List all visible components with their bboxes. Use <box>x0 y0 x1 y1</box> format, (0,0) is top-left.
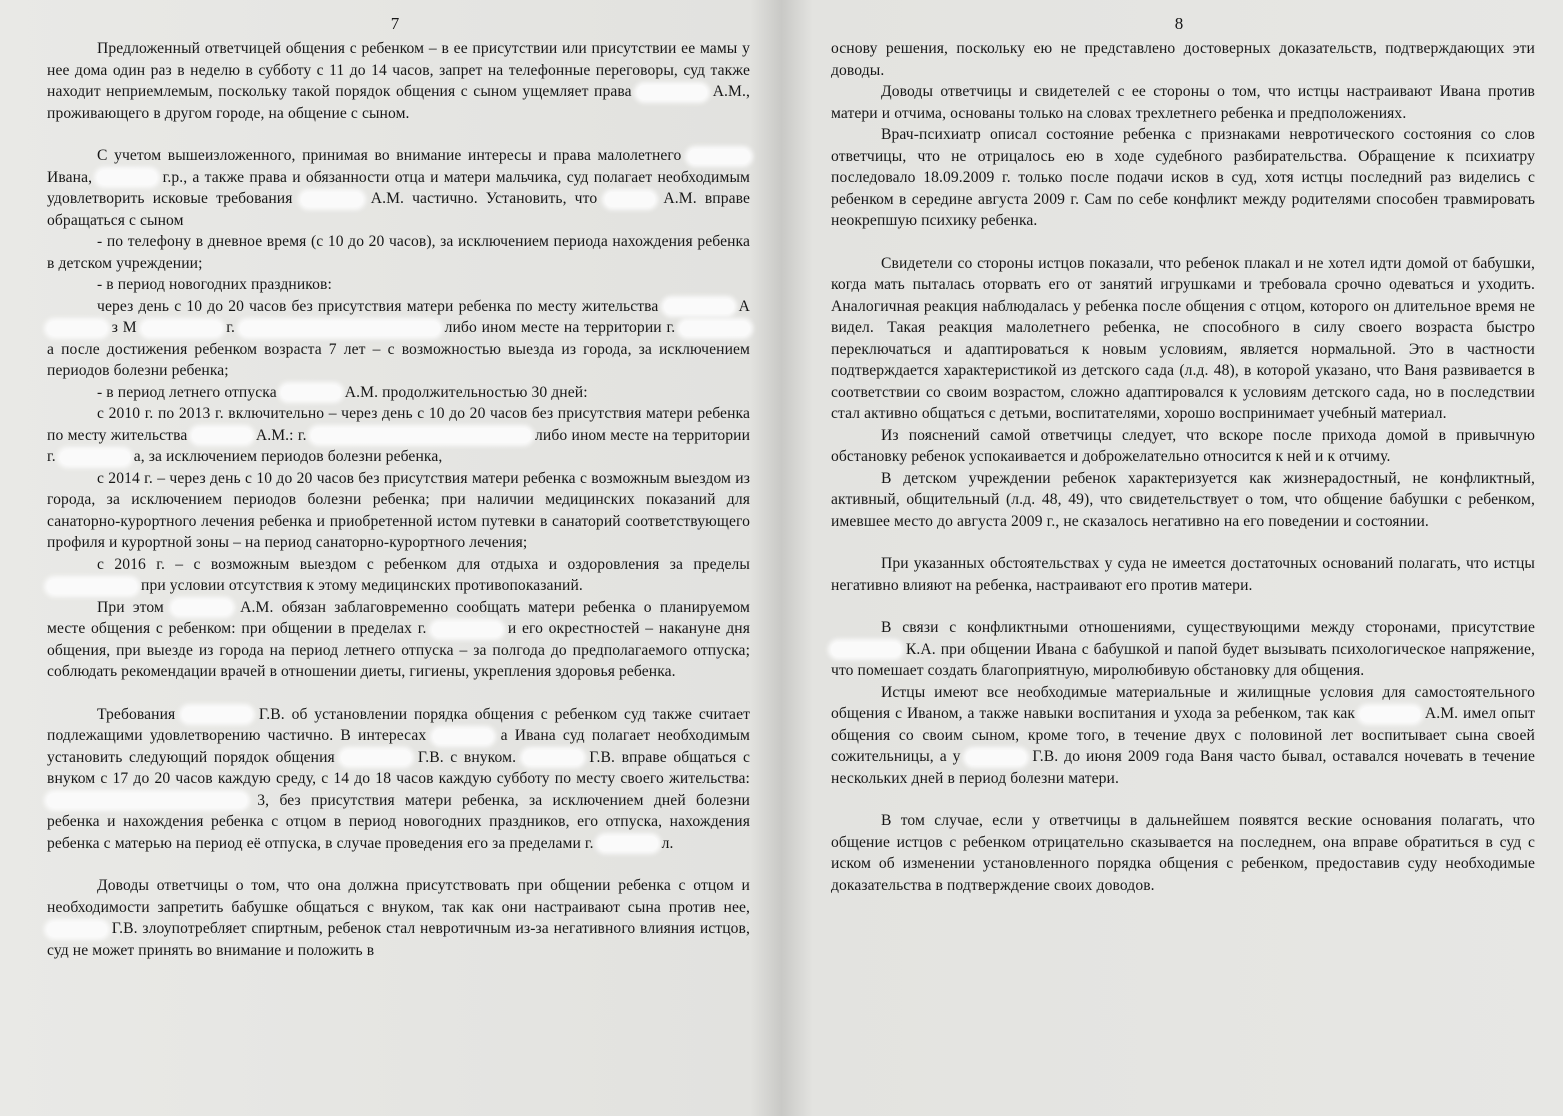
paragraph: Доводы ответчицы и свидетелей с ее стороны о том, что истцы настраивают Ивана против матери и отчима, основаны только на словах трехлетнего ребенка и предположениях. <box>831 83 1535 122</box>
paragraph: - по телефону в дневное время (с 10 до 20 часов), за исключением периода нахождения ребенка в детском учреждении; <box>47 233 750 272</box>
redaction <box>523 750 583 765</box>
page-7 <box>0 0 780 1116</box>
paragraph: через день с 10 до 20 часов без присутствия матери ребенка по месту жительства А з М г. либо ином месте на территории г. а после достижения ребенком возраста 7 лет – с возможностью выезда из города, за исключением периодов болезни ребенка; <box>47 297 750 379</box>
paragraph: В том случае, если у ответчицы в дальнейшем появятся веские основания полагать, что общение истцов с ребенком отрицательно сказывается на последнем, она вправе обратиться в суд с иском об изменении установленного порядка общения с ребенком, предоставив суду необходимые доказательства в подтверждение своих доводов. <box>831 812 1535 894</box>
page-number: 8 <box>1174 14 1184 33</box>
paragraph: Предложенный ответчицей общения с ребенком – в ее присутствии или присутствии ее мамы у нее дома один раз в неделю в субботу с 11 до 14 часов, запрет на телефонные переговоры, суд также находит неприемлемым, поскольку такой порядок общения с сыном ущемляет права А.М., проживающего в другом городе, на общение с сыном. <box>47 40 751 122</box>
paragraph: Требования Г.В. об установлении порядка общения с ребенком суд также считает подлежащими удовлетворению частично. В интересах а Ивана суд полагает необходимым установить следующий порядок общения Г.В. с внуком. Г.В. вправе общаться с внуком с 17 до 20 часов каждую среду, с 14 до 18 часов каждую субботу по месту своего жительства: 3, без присутствия матери ребенка, за исключением дней болезни ребенка и нахождения ребенка с отцом в период новогодних праздников, его отпуска, нахождения ребенка с матерью на период её отпуска, в случае проведения его за пределами г. л. <box>47 705 751 852</box>
redaction <box>966 750 1026 765</box>
redaction <box>637 85 707 100</box>
paragraph: Свидетели со стороны истцов показали, что ребенок плакал и не хотел идти домой от бабушки, когда мать пыталась оторвать его от занятий игрушками и требовала срочно одеваться и уходить. Аналогичная реакция наблюдалась у ребенка после общения с отцом, которого он длительное время не видел. Такая реакция малолетнего ребенка, не способного в силу своего возраста быстро переключаться и адаптироваться к новым условиям, является нормальной. Это в частности подтверждается характеристикой из детского сада (л.д. 48), в которой указано, что Ваня развивается в соответствии со своим возрастом, сложно адаптировался к условиям детского сада, но в последствии стал активно общаться с детьми, воспитателями, хорошо воспринимает учебный материал. <box>831 254 1535 422</box>
redaction <box>432 622 502 637</box>
page-8 <box>784 0 1563 1116</box>
paragraph: с 2016 г. – с возможным выездом с ребенком для отдыха и оздоровления за пределы при условии отсутствия к этому медицинских противопоказаний. <box>47 554 750 597</box>
redaction <box>240 321 440 336</box>
paragraph: Из пояснений самой ответчицы следует, что вскоре после прихода домой в привычную обстановку ребенок успокаивается и доброжелательно относится к ней и к отчиму. <box>831 426 1535 465</box>
redaction <box>47 793 247 808</box>
paragraph: основу решения, поскольку ею не представлено достоверных доказательств, подтверждающих эти доводы. <box>831 40 1535 79</box>
redaction <box>47 579 137 594</box>
redaction <box>664 299 734 314</box>
redaction <box>688 149 750 164</box>
redaction <box>680 321 750 336</box>
paragraph: - в период новогодних праздников: <box>97 276 332 293</box>
paragraph: В связи с конфликтными отношениями, существующими между сторонами, присутствие К.А. при общении Ивана с бабушкой и папой будет вызывать психологическое напряжение, что помешает создать благоприятную, миролюбивую обстановку для общения. <box>831 619 1535 679</box>
redaction <box>605 192 655 207</box>
redaction <box>433 729 493 744</box>
paragraph: с 2010 г. по 2013 г. включительно – через день с 10 до 20 часов без присутствия матери ребенка по месту жительства А.М.: г. либо ином месте на территории г. а, за исключением периодов болезни ребенка, <box>47 405 751 465</box>
redaction <box>47 922 107 937</box>
redaction <box>60 450 130 465</box>
paragraph: - в период летнего отпуска А.М. продолжительностью 30 дней: <box>97 383 588 401</box>
redaction <box>97 170 157 185</box>
redaction <box>311 428 531 443</box>
paragraph: Врач-психиатр описал состояние ребенка с признаками невротического состояния со слов ответчицы, что не отрицалось ею в ходе судебного разбирательства. Обращение к психиатру последовало 18.09.2009 г. только после подачи исков в суд, хотя истцы последний раз виделись с ребенком в середине августа 2009 г. Сам по себе конфликт между родителями способен травмировать неокрепшую психику ребенка. <box>831 126 1535 229</box>
redaction <box>598 836 658 851</box>
redaction <box>182 707 252 722</box>
redaction <box>281 385 341 400</box>
redaction <box>1360 707 1420 722</box>
redaction <box>301 192 363 207</box>
paragraph: В детском учреждении ребенок характеризуется как жизнерадостный, не конфликтный, активный, общительный (л.д. 48, 49), что свидетельствует о том, что общение бабушки с ребенком, имевшее место до августа 2009 г., не сказалось негативно на его поведении и состоянии. <box>831 469 1535 530</box>
redaction <box>172 600 232 615</box>
paragraph: Истцы имеют все необходимые материальные и жилищные условия для самостоятельного общения с Иваном, а также навыки воспитания и ухода за ребенком, так как А.М. имел опыт общения со своим сыном, кроме того, в течение двух с половиной лет воспитывает сына своей сожительницы, а у Г.В. до июня 2009 года Ваня часто бывал, оставался ночевать в течение нескольких дней в период болезни матери. <box>831 683 1536 787</box>
paragraph: Доводы ответчицы о том, что она должна присутствовать при общении ребенка с отцом и необходимости запретить бабушке общаться с внуком, так как они настраивают сына против нее, Г.В. злоупотребляет спиртным, ребенок стал невротичным из-за негативного влияния истцов, суд не может принять во внимание и положить в <box>47 877 751 959</box>
redaction <box>142 321 222 336</box>
paragraph: При этом А.М. обязан заблаговременно сообщать матери ребенка о планируемом месте общения с ребенком: при общении в пределах г. и его окрестностей – накануне дня общения, при выезде из города на период летнего отпуска – за полгода до предполагаемого отпуска; соблюдать рекомендации врачей в отношении диеты, гигиены, укрепления здоровья ребенка. <box>47 598 751 680</box>
paragraph: При указанных обстоятельствах у суда не имеется достаточных оснований полагать, что истцы негативно влияют на ребенка, настраивают его против матери. <box>831 555 1535 594</box>
redaction <box>341 750 411 765</box>
redaction <box>192 428 252 443</box>
paragraph: с 2014 г. – через день с 10 до 20 часов без присутствия матери ребенка с возможным выездом из города, за исключением периодов болезни ребенка; при наличии медицинских показаний для санаторно-курортного лечения ребенка и приобретенной истом путевки в санаторий соответствующего профиля и курортной зоны – на период санаторно-курортного лечения; <box>47 469 750 551</box>
page-number: 7 <box>390 14 400 33</box>
redaction <box>831 642 901 657</box>
paragraph: С учетом вышеизложенного, принимая во внимание интересы и права малолетнего Ивана, г.р., а также права и обязанности отца и матери мальчика, суд полагает необходимым удовлетворить исковые требования А.М. частично. Установить, что А.М. вправе обращаться с сыном <box>47 147 751 229</box>
redaction <box>47 321 107 336</box>
